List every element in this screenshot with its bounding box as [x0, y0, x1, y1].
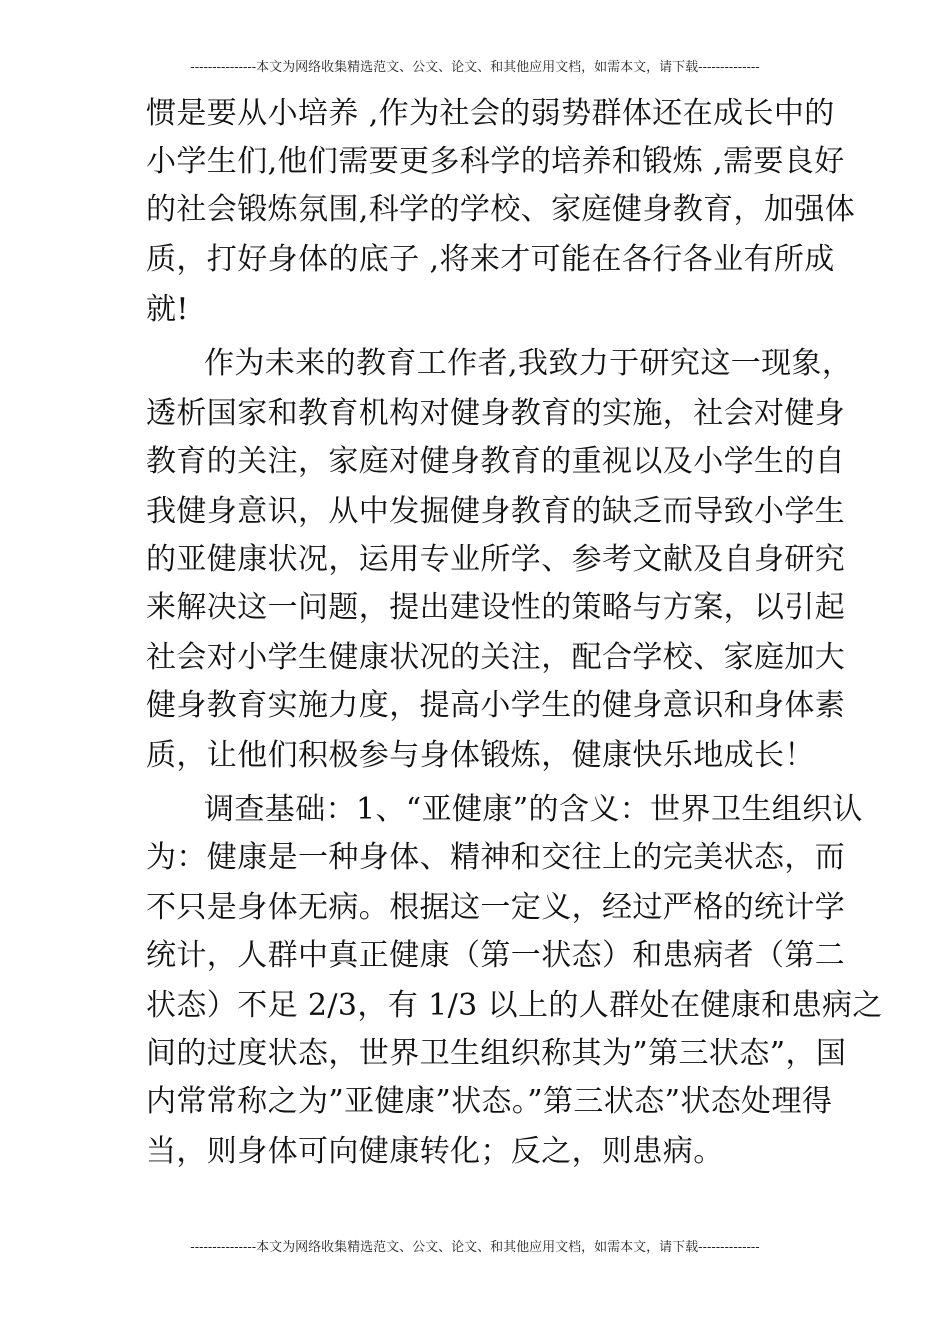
page-header: ---------------本文为网络收集精选范文、公文、论文、和其他应用文档，如需本文，请下载--------------: [190, 60, 760, 75]
paragraph-line: 统计，人群中真正健康（第一状态）和患病者（第二: [146, 938, 846, 973]
paragraph-line: 为：健康是一种身体、精神和交往上的完美状态，而: [146, 840, 846, 875]
paragraph-line: 的亚健康状况，运用专业所学、参考文献及自身研究: [146, 542, 846, 577]
paragraph-line: 就!: [146, 292, 189, 327]
paragraph-line: 的社会锻炼氛围,科学的学校、家庭健身教育，加强体: [146, 192, 856, 227]
paragraph-first-line: 作为未来的教育工作者,我致力于研究这一现象，: [204, 346, 853, 381]
paragraph-line: 小学生们,他们需要更多科学的培养和锻炼 ,需要良好: [146, 144, 845, 179]
paragraph-line: 透析国家和教育机构对健身教育的实施，社会对健身: [146, 396, 846, 431]
paragraph-line: 质，让他们积极参与身体锻炼，健康快乐地成长！: [146, 738, 815, 773]
paragraph-first-line: 调查基础：1、“亚健康”的含义：世界卫生组织认: [204, 792, 863, 827]
page-footer: ---------------本文为网络收集精选范文、公文、论文、和其他应用文档，如需本文，请下载--------------: [190, 1240, 760, 1255]
paragraph-line: 当，则身体可向健康转化；反之，则患病。: [146, 1134, 724, 1169]
paragraph-line: 内常常称之为”亚健康”状态。”第三状态”状态处理得: [146, 1084, 833, 1119]
paragraph-line: 质，打好身体的底子 ,将来才可能在各行各业有所成: [146, 242, 835, 277]
paragraph-line: 惯是要从小培养 ,作为社会的弱势群体还在成长中的: [146, 96, 835, 131]
paragraph-line: 教育的关注，家庭对健身教育的重视以及小学生的自: [146, 444, 846, 479]
paragraph-line: 我健身意识，从中发掘健身教育的缺乏而导致小学生: [146, 494, 846, 529]
paragraph-line: 不只是身体无病。根据这一定义，经过严格的统计学: [146, 890, 846, 925]
paragraph-line: 状态）不足 2/3，有 1/3 以上的人群处在健康和患病之: [146, 988, 883, 1023]
paragraph-line: 来解决这一问题，提出建设性的策略与方案，以引起: [146, 590, 846, 625]
paragraph-line: 间的过度状态，世界卫生组织称其为”第三状态”，国: [146, 1036, 847, 1071]
paragraph-line: 社会对小学生健康状况的关注，配合学校、家庭加大: [146, 640, 846, 675]
paragraph-line: 健身教育实施力度，提高小学生的健身意识和身体素: [146, 688, 846, 723]
